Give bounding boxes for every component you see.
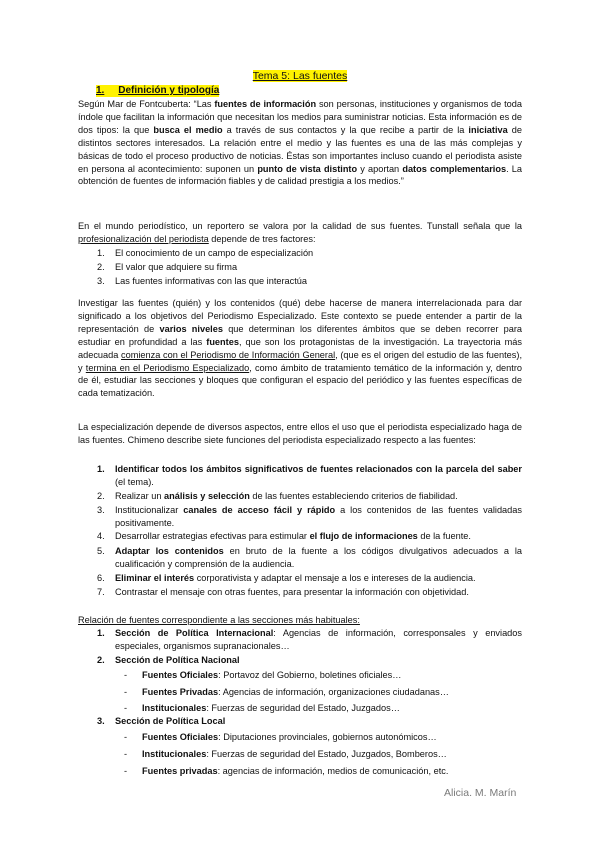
dash-bullet: - <box>124 749 128 759</box>
list-item: Sección de Política Nacional <box>115 655 240 665</box>
list-number: 2. <box>97 491 105 501</box>
list-number: 3. <box>97 505 105 515</box>
sub-item <box>142 748 447 761</box>
list-item-text: Contrastar el mensaje con otras fuentes, para presentar la información con objetividad. <box>115 587 469 597</box>
relacion-heading: Relación de fuentes correspondiente a las secciones más habituales: <box>78 615 360 625</box>
tunstall-text: En el mundo periodístico, un reportero se valora por la calidad de sus fuentes. Tunstall señala que la <box>78 221 522 231</box>
list-item <box>115 504 522 530</box>
dash-bullet: - <box>124 703 128 713</box>
title-text: Tema 5: Las fuentes <box>252 70 348 82</box>
investigar-bold: fuentes <box>206 336 239 347</box>
list-item <box>115 490 522 503</box>
list-item: Las fuentes informativas con las que interactúa <box>115 276 308 286</box>
sub-item-bold: Fuentes Oficiales <box>142 670 219 680</box>
intro-paragraph <box>78 98 522 188</box>
investigar-paragraph <box>78 297 522 400</box>
dash-bullet: - <box>124 766 128 776</box>
list-item-bold: Sección de Política Internacional <box>115 628 274 638</box>
list-item-text: en bruto de la fuente a los códigos divulgativos adecuados a la cualificación y comprensión de la audiencia. <box>115 546 522 569</box>
list-item <box>115 530 522 543</box>
list-number: 2. <box>97 262 105 272</box>
sub-item-text: : agencias de información, medios de comunicación, etc. <box>217 766 449 776</box>
list-item-text: Desarrollar estrategias efectivas para estimular <box>115 531 310 541</box>
section-number: 1. <box>96 85 105 96</box>
list-item <box>115 586 522 599</box>
sub-item-bold: Fuentes privadas <box>142 766 218 776</box>
list-item-bold: el flujo de informaciones <box>309 531 418 541</box>
sub-item-bold: Institucionales <box>142 703 207 713</box>
sub-item <box>142 765 448 778</box>
sub-item <box>142 669 401 682</box>
sub-item-bold: Institucionales <box>142 749 207 759</box>
investigar-underlined: comienza con el Periodismo de Información General <box>121 349 336 360</box>
list-item <box>115 463 522 489</box>
sub-item-text: : Fuerzas de seguridad del Estado, Juzgados, Bomberos… <box>206 749 447 759</box>
tunstall-paragraph <box>78 220 522 246</box>
intro-text: Según Mar de Fontcuberta: “Las <box>78 99 215 109</box>
intro-text: . La obtención de fuentes de información fiables y de calidad prestigia a los medios.” <box>78 163 522 187</box>
tunstall-underlined: profesionalización del periodista <box>78 233 209 244</box>
list-item-text: Realizar un <box>115 491 165 501</box>
list-item-text: a los contenidos de las fuentes validadas positivamente. <box>115 505 522 528</box>
sub-item <box>142 731 437 744</box>
intro-bold: busca el medio <box>153 124 223 135</box>
list-item-text: de la fuente. <box>417 531 471 541</box>
list-number: 1. <box>97 628 105 638</box>
sub-item-bold: Fuentes Oficiales <box>142 732 219 742</box>
list-item: Sección de Política Local <box>115 716 226 726</box>
investigar-text: , como ámbito de tratamiento temático de la información y, dentro de él, estudiar las secciones y bloques que configuran el espacio del periódico y las fuentes específicas de cada tematización. <box>78 362 522 399</box>
list-item-bold: Identificar todos los ámbitos significativos de fuentes relacionados con la parcela del saber <box>115 464 522 474</box>
chimeno-text: La especialización depende de diversos aspectos, entre ellos el uso que el periodista especializado haga de las fuentes. Chimeno describe siete funciones del periodista especializado respecto a las fuentes: <box>78 422 522 445</box>
dash-bullet: - <box>124 732 128 742</box>
intro-bold: fuentes de información <box>214 99 317 109</box>
intro-text: a través de sus contactos y la que recibe a partir de la <box>222 124 469 135</box>
list-number: 1. <box>97 464 105 474</box>
author-signature: Alicia. M. Marín <box>444 787 517 799</box>
sub-item-text: : Diputaciones provinciales, gobiernos autonómicos… <box>218 732 437 742</box>
list-item-bold: análisis y selección <box>164 491 250 501</box>
sub-item-text: : Fuerzas de seguridad del Estado, Juzgados… <box>206 703 400 713</box>
list-item <box>115 627 522 653</box>
investigar-underlined: termina en el Periodismo Especializado <box>85 362 250 373</box>
list-item-text: Institucionalizar <box>115 505 184 515</box>
dash-bullet: - <box>124 687 128 697</box>
list-item-text: de las fuentes estableciendo criterios de fiabilidad. <box>249 491 458 501</box>
investigar-text: que determinan los diferentes ámbitos que se deben recorrer para estudiar en profundidad a las <box>78 323 523 347</box>
list-number: 2. <box>97 655 105 665</box>
page-title <box>0 70 600 83</box>
intro-text: y aportan <box>357 163 403 174</box>
list-number: 4. <box>97 531 105 541</box>
sub-item <box>142 686 449 699</box>
list-number: 6. <box>97 573 105 583</box>
intro-text: son personas, instituciones y organismos de toda índole que facilitan la información que necesitan los medios para suministrar noticias. Esta información es de dos tipos: la que <box>78 99 523 135</box>
sub-item <box>142 702 400 715</box>
list-number: 1. <box>97 248 105 258</box>
list-number: 7. <box>97 587 105 597</box>
investigar-text: Investigar las fuentes (quién) y los contenidos (qué) debe hacerse de manera interrelacionada para dar significado a los objetivos del Periodismo Especializado. Este contexto se puede entender a partir de la representación de <box>78 298 522 334</box>
list-item-text: corporativista y adaptar el mensaje a los e intereses de la audiencia. <box>194 573 476 583</box>
list-number: 3. <box>97 276 105 286</box>
investigar-text: , (que es el origen del estudio de las fuentes), y <box>78 349 522 373</box>
sub-item-text: : Agencias de información, organizaciones ciudadanas… <box>218 687 449 697</box>
section-title: Definición y tipología <box>118 85 220 96</box>
intro-bold: iniciativa <box>468 124 508 135</box>
investigar-text: , que son los protagonistas de la investigación. La trayectoria más adecuada <box>78 336 522 360</box>
list-number: 5. <box>97 546 105 556</box>
list-item: El conocimiento de un campo de especialización <box>115 248 314 258</box>
list-item: El valor que adquiere su firma <box>115 262 238 272</box>
list-item-bold: Adaptar los contenidos <box>115 546 224 556</box>
intro-bold: punto de vista distinto <box>257 163 358 174</box>
dash-bullet: - <box>124 670 128 680</box>
tunstall-text: depende de tres factores: <box>208 233 316 244</box>
list-item <box>115 572 522 585</box>
list-item-text: (el tema). <box>115 476 154 487</box>
list-number: 3. <box>97 716 105 726</box>
investigar-bold: varios niveles <box>159 323 223 334</box>
list-item-text: : Agencias de información, corresponsales y enviados especiales, organismos supranacionales… <box>115 628 522 651</box>
list-item <box>115 545 522 571</box>
sub-item-text: : Portavoz del Gobierno, boletines oficiales… <box>218 670 402 680</box>
sub-item-bold: Fuentes Privadas <box>142 687 219 697</box>
list-item-bold: Eliminar el interés <box>115 573 195 583</box>
section-heading <box>96 85 219 97</box>
intro-bold: datos complementarios <box>402 163 507 174</box>
chimeno-paragraph <box>78 421 522 447</box>
intro-text: de distintos sectores interesados. La relación entre el medio y las fuentes es una de las más complejas y básicas de todo el proceso productivo de noticias. Éstas son importantes incluso cuando el periodista asiste en persona al acontecimiento: suponen un <box>78 124 522 174</box>
list-item-bold: canales de acceso fácil y rápido <box>183 505 336 515</box>
